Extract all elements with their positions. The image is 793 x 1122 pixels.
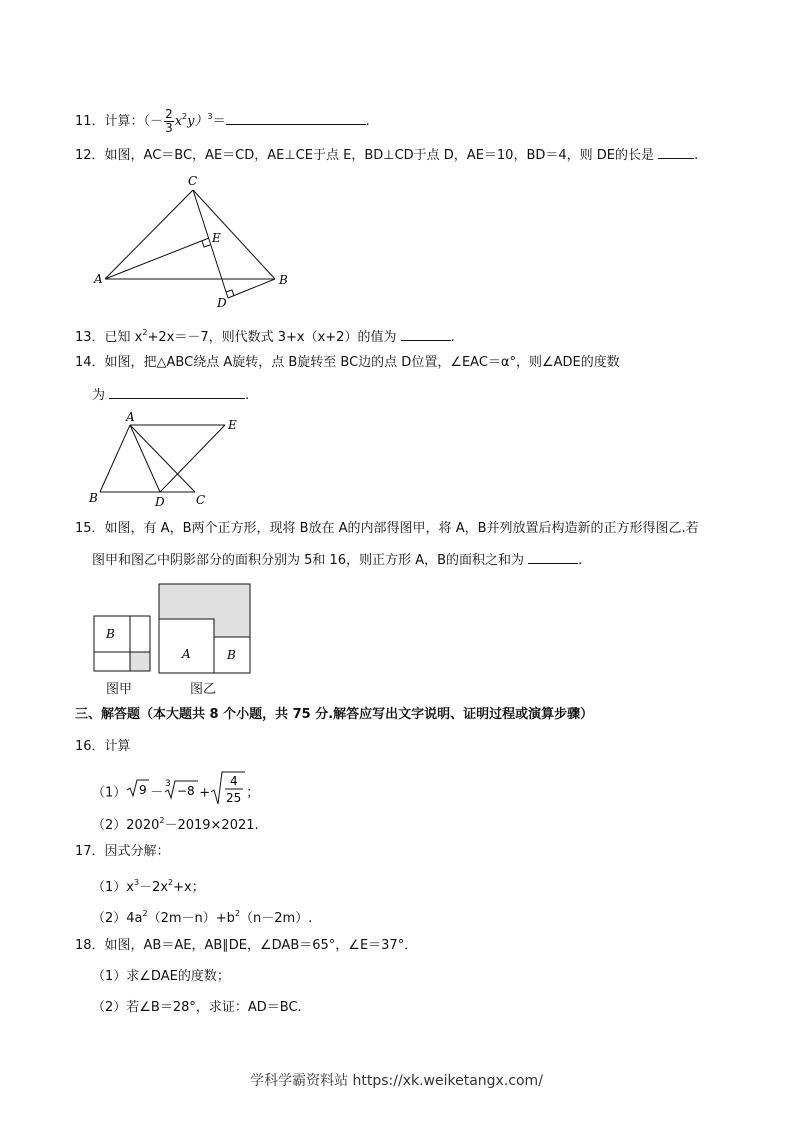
fig14-label-a: A — [126, 410, 135, 424]
fig12-line-cb — [193, 190, 275, 279]
question-18-title — [75, 937, 417, 955]
fig12-label-e: E — [212, 231, 221, 245]
q11-sup2: 3 — [207, 112, 213, 121]
fig14-label-c: C — [196, 493, 206, 507]
fig15-yi-square-a — [159, 619, 214, 673]
q14-line1-text: 14．如图，把△ABC绕点 A旋转，点 B旋转至 BC边的点 D位置，∠EAC＝α°，则∠ADE的度数 — [75, 355, 620, 370]
question-16-part2 — [92, 812, 259, 835]
q17-p2-sup1: 2 — [142, 909, 148, 918]
q13-text-b: +2x＝－7，则代数式 3+x（x+2）的值为 — [147, 330, 397, 345]
q16-cbrt-value: −8 — [177, 784, 195, 798]
fig15-yi-label-a: A — [182, 647, 191, 661]
figure-15 — [90, 580, 260, 680]
fig14-line-ab — [100, 425, 130, 492]
q16-title-text: 16．计算 — [75, 739, 131, 754]
q17-p1-a: （1）x — [92, 880, 134, 895]
q18-p2-text: （2）若∠B＝28°，求证：AD＝BC. — [92, 1000, 302, 1015]
question-16-part1 — [92, 770, 259, 816]
section-3-title-text: 三、解答题（本大题共 8 个小题，共 75 分.解答应写出文字说明、证明过程或演算步骤） — [75, 707, 594, 722]
fig12-line-ae — [105, 238, 209, 279]
fig15-jia-shade — [130, 652, 150, 671]
q12-text: 12．如图，AC＝BC，AE＝CD，AE⊥CE于点 E，BD⊥CD于点 D，AE＝10，BD＝4，则 DE的长是 — [75, 148, 655, 163]
fig14-line-de — [160, 425, 225, 492]
q16-p2-text: （2）2020 — [92, 818, 160, 833]
q16-p1-plus: + — [199, 785, 211, 801]
q17-p2-c: （n－2m）. — [240, 911, 313, 926]
q16-frac-num: 4 — [230, 774, 238, 788]
q18-p1-text: （1）求∠DAE的度数； — [92, 969, 230, 984]
fig14-line-ac — [130, 425, 195, 492]
q11-sup1: 2 — [182, 112, 188, 121]
fig15-caption-jia: 图甲 — [106, 682, 133, 697]
question-16-title — [75, 738, 131, 756]
q16-frac-den: 25 — [226, 791, 242, 805]
q17-p2-b: （2m－n）+b — [147, 911, 235, 926]
q11-text: 计算：（－ — [104, 114, 164, 129]
question-15-line1 — [75, 520, 699, 538]
question-18-part2 — [92, 999, 302, 1017]
q18-title-text: 18．如图，AB＝AE，AB∥DE，∠DAB＝65°，∠E＝37°． — [75, 938, 418, 953]
figure-14 — [85, 410, 245, 510]
q11-frac-num: 2 — [165, 107, 173, 121]
fig12-label-a: A — [94, 272, 103, 286]
q13-sup: 2 — [142, 328, 148, 337]
question-13 — [75, 324, 455, 347]
section-3-title — [75, 706, 593, 724]
q14-end: . — [245, 388, 250, 403]
q13-text-a: 13．已知 x — [75, 330, 143, 345]
q17-p1-b: －2x — [139, 880, 169, 895]
q13-answer-blank — [401, 328, 451, 341]
q12-answer-blank — [658, 146, 694, 159]
question-12 — [75, 146, 698, 165]
fig14-label-b: B — [89, 491, 98, 505]
page-footer: 学科学霸资料站 https://xk.weiketangx.com/ — [250, 1073, 543, 1089]
fig12-label-b: B — [279, 273, 288, 287]
question-17-part1 — [92, 874, 205, 897]
question-11 — [75, 108, 370, 135]
fig12-line-ac — [105, 190, 193, 279]
q16-sqrt-9 — [126, 778, 150, 808]
q11-frac-den: 3 — [165, 121, 173, 135]
figure-12 — [90, 172, 300, 310]
q13-end: . — [450, 330, 455, 345]
question-15-line2 — [92, 551, 582, 570]
fig12-line-bd — [228, 279, 275, 298]
q16-sqrt-9-value: 9 — [139, 783, 147, 797]
fig12-right-angle-e — [202, 241, 210, 247]
fig14-label-e: E — [228, 418, 237, 432]
question-18-part1 — [92, 968, 230, 986]
q11-fraction — [164, 108, 174, 135]
q16-p2-sup: 2 — [159, 816, 165, 825]
q15-line2-text: 图甲和图乙中阴影部分的面积分别为 5和 16，则正方形 A，B的面积之和为 — [92, 553, 525, 568]
q11-equals: ＝ — [212, 114, 226, 129]
q16-p2-rest: －2019×2021. — [164, 818, 259, 833]
q16-p1-label: （1） — [92, 785, 127, 801]
q16-sqrt-frac — [210, 770, 246, 816]
q14-answer-blank — [109, 386, 245, 399]
q16-p1-end: ； — [246, 785, 260, 801]
q11-answer-blank — [226, 112, 366, 125]
q17-p2-a: （2）4a — [92, 911, 143, 926]
fig12-label-d: D — [217, 296, 227, 310]
fig14-line-ad — [130, 425, 160, 492]
q15-answer-blank — [528, 551, 578, 564]
question-14-line1 — [75, 354, 620, 372]
q11-end: . — [365, 114, 370, 129]
q15-line1-text: 15．如图，有 A，B两个正方形，现将 B放在 A的内部得图甲，将 A，B并列放置后构造新的正方形得图乙.若 — [75, 521, 699, 536]
question-14-line2 — [92, 386, 249, 405]
q11-expr: x — [174, 114, 183, 129]
q14-line2-text: 为 — [92, 388, 106, 403]
question-17-title — [75, 843, 170, 861]
q11-expr2: y） — [187, 114, 208, 129]
q16-cbrt-neg8 — [163, 776, 199, 810]
q17-p2-sup2: 2 — [234, 909, 241, 918]
q16-p1-minus: － — [150, 785, 164, 801]
question-17-part2 — [92, 905, 312, 928]
q16-cbrt-index: 3 — [165, 779, 172, 789]
fig12-line-cd — [193, 190, 228, 298]
q17-p1-c: +x； — [173, 880, 205, 895]
fig14-label-d: D — [155, 495, 165, 509]
q17-p1-sup2: 2 — [168, 878, 174, 887]
q17-p1-sup1: 3 — [133, 878, 140, 887]
fig15-yi-label-b: B — [227, 648, 236, 662]
q12-end: . — [694, 148, 699, 163]
fig15-caption-yi: 图乙 — [190, 682, 217, 697]
q11-number: 11． — [75, 114, 105, 129]
fig12-label-c: C — [188, 174, 198, 188]
fig15-jia-label-b: B — [106, 627, 115, 641]
q15-end: . — [578, 553, 583, 568]
q17-title-text: 17．因式分解： — [75, 844, 170, 859]
